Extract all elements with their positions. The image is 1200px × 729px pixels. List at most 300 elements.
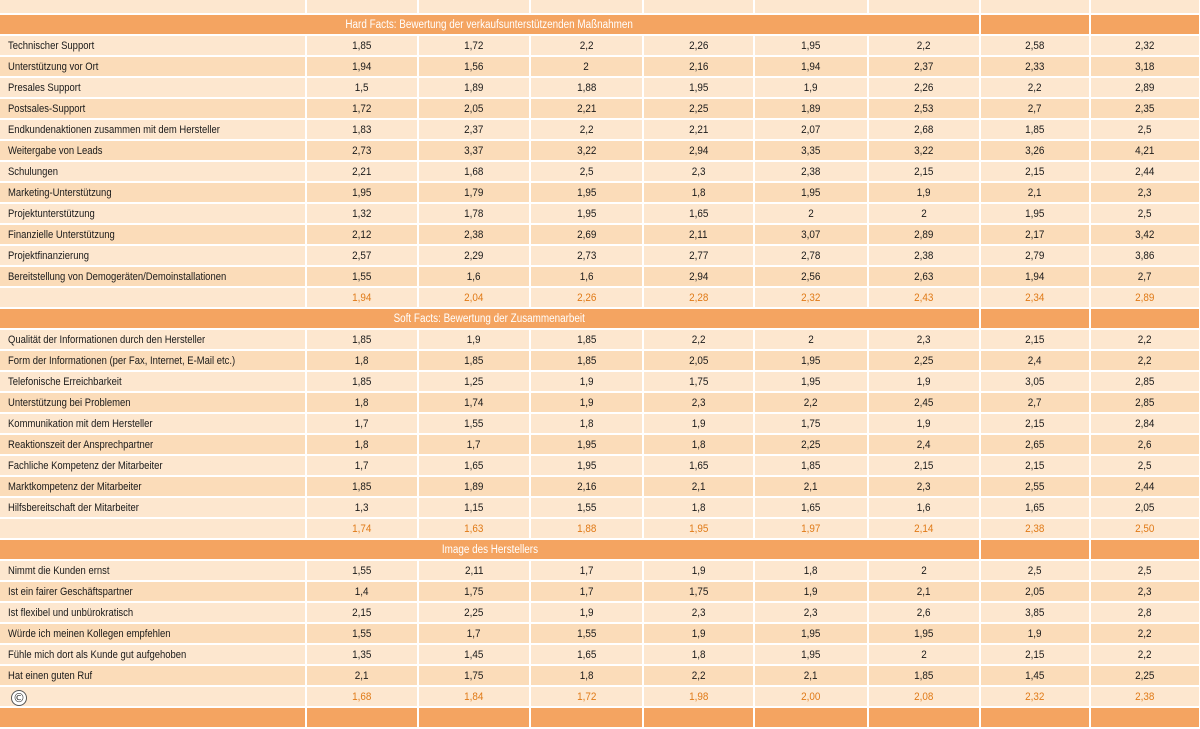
value-cell: [868, 140, 980, 161]
value-cell-text: 2,12: [352, 228, 372, 241]
value-cell-text: 1,85: [464, 354, 484, 367]
value-cell-text: 2: [808, 207, 814, 220]
average-value: [754, 518, 868, 539]
value-cell: [1090, 245, 1200, 266]
table-row: [0, 392, 1200, 413]
value-cell-text: 1,89: [801, 102, 821, 115]
value-cell-text: 1,7: [579, 564, 594, 577]
value-cell: [306, 182, 418, 203]
value-cell: [643, 560, 754, 581]
value-cell-text: 2,7: [1028, 102, 1042, 115]
row-label-text: Projektfinanzierung: [8, 249, 89, 262]
value-cell: [306, 350, 418, 371]
value-cell: [868, 560, 980, 581]
value-cell-text: 2,2: [1138, 627, 1152, 640]
value-cell: [530, 665, 643, 686]
value-cell-text: 3,22: [914, 144, 934, 157]
row-label: [0, 161, 306, 182]
value-cell: [643, 266, 754, 287]
value-cell-text: 2,44: [1135, 480, 1155, 493]
value-cell: [868, 602, 980, 623]
table-row: [0, 77, 1200, 98]
average-value: [530, 287, 643, 308]
value-cell-text: 2,05: [1135, 501, 1155, 514]
value-cell-text: 3,37: [464, 144, 484, 157]
row-label-text: Technischer Support: [8, 39, 95, 52]
value-cell: [868, 35, 980, 56]
row-label: [0, 476, 306, 497]
row-label: [0, 371, 306, 392]
value-cell-text: 2,25: [464, 606, 484, 619]
value-cell: [530, 119, 643, 140]
average-value: [643, 287, 754, 308]
row-label: [0, 497, 306, 518]
value-cell-text: 2,15: [914, 459, 934, 472]
section-header-cell: [1090, 14, 1200, 35]
row-label: [0, 35, 306, 56]
value-cell: [980, 602, 1090, 623]
value-cell: [754, 329, 868, 350]
value-cell-text: 2,25: [688, 102, 709, 115]
average-value-text: 1,74: [352, 522, 372, 535]
value-cell-text: 2,05: [1025, 585, 1045, 598]
value-cell-text: 2,1: [691, 480, 706, 493]
average-value-text: 1,68: [352, 690, 372, 703]
value-cell-text: 1,89: [464, 81, 484, 94]
value-cell: [1090, 434, 1200, 455]
row-label-text: Nimmt die Kunden ernst: [8, 564, 110, 577]
value-cell-text: 1,55: [352, 564, 372, 577]
value-cell-text: 1,8: [579, 417, 594, 430]
top-partial-cell: [1090, 0, 1200, 14]
value-cell: [530, 392, 643, 413]
average-value-text: 1,94: [352, 291, 372, 304]
value-cell-text: 2,84: [1135, 417, 1155, 430]
value-cell: [643, 77, 754, 98]
value-cell: [306, 560, 418, 581]
value-cell-text: 3,07: [801, 228, 821, 241]
value-cell: [754, 77, 868, 98]
average-value: [306, 287, 418, 308]
section-header-cell: [980, 539, 1090, 560]
value-cell: [868, 434, 980, 455]
table-row: [0, 161, 1200, 182]
value-cell-text: 2,3: [804, 606, 818, 619]
value-cell: [1090, 560, 1200, 581]
average-label: [0, 518, 306, 539]
value-cell-text: 1,79: [464, 186, 484, 199]
row-label-text: Fühle mich dort als Kunde gut aufgehoben: [8, 648, 187, 661]
value-cell-text: 2,37: [914, 60, 934, 73]
value-cell: [980, 245, 1090, 266]
value-cell: [1090, 455, 1200, 476]
row-label: [0, 644, 306, 665]
value-cell: [530, 98, 643, 119]
average-value-text: 1,88: [576, 522, 597, 535]
value-cell-text: 1,85: [914, 669, 934, 682]
value-cell: [306, 476, 418, 497]
value-cell-text: 2,16: [576, 480, 597, 493]
value-cell: [643, 224, 754, 245]
value-cell-text: 2,79: [1025, 249, 1045, 262]
value-cell: [530, 497, 643, 518]
value-cell: [868, 161, 980, 182]
value-cell: [418, 371, 530, 392]
value-cell-text: 2,05: [688, 354, 709, 367]
value-cell-text: 1,8: [579, 669, 594, 682]
value-cell: [980, 623, 1090, 644]
value-cell: [530, 371, 643, 392]
value-cell: [1090, 665, 1200, 686]
section-header-cell: [1090, 308, 1200, 329]
value-cell-text: 2,15: [1025, 165, 1045, 178]
value-cell: [754, 560, 868, 581]
value-cell: [868, 665, 980, 686]
value-cell-text: 1,85: [1025, 123, 1045, 136]
value-cell: [643, 245, 754, 266]
value-cell: [530, 77, 643, 98]
value-cell: [1090, 224, 1200, 245]
table-row: [0, 623, 1200, 644]
value-cell-text: 1,95: [801, 375, 821, 388]
value-cell-text: 2,73: [576, 249, 597, 262]
value-cell-text: 2,56: [801, 270, 821, 283]
section-header-cell: [1090, 539, 1200, 560]
average-value-text: 2,28: [688, 291, 709, 304]
value-cell: [980, 371, 1090, 392]
average-value-text: 2,32: [1025, 690, 1045, 703]
value-cell-text: 1,7: [355, 417, 369, 430]
value-cell-text: 1,9: [917, 186, 931, 199]
value-cell: [980, 413, 1090, 434]
row-label-text: Unterstützung vor Ort: [8, 60, 99, 73]
value-cell-text: 2,2: [1138, 333, 1152, 346]
value-cell-text: 2,6: [1138, 438, 1152, 451]
value-cell-text: 2,45: [914, 396, 934, 409]
value-cell-text: 2,07: [801, 123, 821, 136]
row-label-text: Reaktionszeit der Ansprechpartner: [8, 438, 154, 451]
value-cell-text: 4,21: [1135, 144, 1155, 157]
value-cell: [306, 434, 418, 455]
value-cell-text: 1,55: [464, 417, 484, 430]
bottom-partial-cell: [868, 707, 980, 728]
value-cell: [530, 623, 643, 644]
value-cell-text: 2,32: [1135, 39, 1155, 52]
value-cell: [1090, 140, 1200, 161]
section-header: [0, 308, 1200, 329]
value-cell: [306, 371, 418, 392]
average-value: [868, 287, 980, 308]
value-cell: [754, 140, 868, 161]
value-cell: [418, 77, 530, 98]
value-cell-text: 1,94: [1025, 270, 1045, 283]
table-row: [0, 56, 1200, 77]
row-label: [0, 392, 306, 413]
value-cell: [980, 665, 1090, 686]
value-cell-text: 1,65: [801, 501, 821, 514]
section-header-cell: [980, 14, 1090, 35]
bottom-partial-cell: [980, 707, 1090, 728]
average-value: [754, 287, 868, 308]
top-partial-cell: [643, 0, 754, 14]
row-label-text: Schulungen: [8, 165, 58, 178]
value-cell: [754, 98, 868, 119]
table-row: [0, 350, 1200, 371]
value-cell-text: 1,94: [352, 60, 372, 73]
value-cell: [868, 623, 980, 644]
value-cell-text: 2,15: [914, 165, 934, 178]
row-label-text: Finanzielle Unterstützung: [8, 228, 115, 241]
value-cell: [868, 581, 980, 602]
value-cell-text: 2: [808, 333, 814, 346]
average-value: [530, 518, 643, 539]
value-cell-text: 2,26: [914, 81, 934, 94]
row-label-text: Weitergabe von Leads: [8, 144, 103, 157]
value-cell: [980, 224, 1090, 245]
value-cell-text: 2,3: [691, 396, 706, 409]
value-cell-text: 1,9: [804, 81, 818, 94]
top-partial-cell: [306, 0, 418, 14]
value-cell-text: 1,45: [1025, 669, 1045, 682]
average-value-text: 2,08: [914, 690, 934, 703]
value-cell: [418, 35, 530, 56]
value-cell-text: 1,7: [355, 459, 369, 472]
value-cell: [1090, 203, 1200, 224]
row-label: [0, 56, 306, 77]
table-row: [0, 119, 1200, 140]
table-row: [0, 434, 1200, 455]
top-partial-row: [0, 0, 1200, 14]
value-cell: [643, 350, 754, 371]
value-cell-text: 1,94: [801, 60, 821, 73]
value-cell: [643, 455, 754, 476]
row-label-text: Telefonische Erreichbarkeit: [8, 375, 122, 388]
value-cell-text: 2,89: [1135, 81, 1155, 94]
value-cell-text: 1,55: [576, 501, 597, 514]
value-cell: [643, 161, 754, 182]
value-cell-text: 1,83: [352, 123, 372, 136]
value-cell-text: 1,65: [464, 459, 484, 472]
value-cell-text: 2,7: [1028, 396, 1042, 409]
value-cell-text: 1,85: [576, 333, 597, 346]
value-cell-text: 2,57: [352, 249, 372, 262]
value-cell: [530, 560, 643, 581]
table-row: [0, 182, 1200, 203]
value-cell-text: 2,8: [1138, 606, 1152, 619]
average-value-text: 2,04: [464, 291, 484, 304]
value-cell: [868, 119, 980, 140]
value-cell-text: 2,5: [1138, 123, 1152, 136]
value-cell: [1090, 77, 1200, 98]
value-cell-text: 1,65: [576, 648, 597, 661]
value-cell: [306, 140, 418, 161]
value-cell-text: 2,2: [1028, 81, 1042, 94]
value-cell-text: 1,8: [355, 396, 369, 409]
value-cell: [980, 56, 1090, 77]
value-cell: [530, 581, 643, 602]
average-value: [418, 518, 530, 539]
row-label: [0, 434, 306, 455]
value-cell-text: 2,3: [917, 480, 931, 493]
value-cell: [754, 476, 868, 497]
value-cell-text: 2,2: [917, 39, 931, 52]
value-cell-text: 1,6: [917, 501, 931, 514]
row-label-text: Endkundenaktionen zusammen mit dem Hersteller: [8, 123, 220, 136]
row-label: [0, 224, 306, 245]
value-cell-text: 1,3: [355, 501, 369, 514]
value-cell: [980, 560, 1090, 581]
value-cell: [1090, 56, 1200, 77]
value-cell: [643, 392, 754, 413]
average-value-text: 2,38: [1025, 522, 1045, 535]
average-value: [643, 518, 754, 539]
value-cell: [418, 56, 530, 77]
value-cell: [418, 203, 530, 224]
value-cell: [418, 560, 530, 581]
value-cell: [868, 413, 980, 434]
value-cell-text: 1,85: [352, 375, 372, 388]
value-cell: [754, 203, 868, 224]
value-cell: [418, 665, 530, 686]
value-cell: [306, 497, 418, 518]
row-label: [0, 560, 306, 581]
top-partial-cell: [868, 0, 980, 14]
value-cell: [1090, 371, 1200, 392]
value-cell-text: 3,18: [1135, 60, 1155, 73]
table-row: [0, 665, 1200, 686]
section-header: [0, 14, 1200, 35]
value-cell-text: 3,42: [1135, 228, 1155, 241]
value-cell-text: 1,56: [464, 60, 484, 73]
value-cell-text: 2,2: [579, 123, 594, 136]
table-row: [0, 224, 1200, 245]
value-cell-text: 1,8: [355, 354, 369, 367]
value-cell-text: 2,15: [1025, 333, 1045, 346]
top-partial-cell: [418, 0, 530, 14]
average-value: [980, 287, 1090, 308]
value-cell-text: 1,75: [801, 417, 821, 430]
section-title-text: Image des Herstellers: [441, 543, 538, 556]
section-title-text: Soft Facts: Bewertung der Zusammenarbeit: [393, 312, 586, 325]
value-cell: [868, 455, 980, 476]
value-cell-text: 1,6: [467, 270, 481, 283]
top-partial-cell: [0, 0, 306, 14]
value-cell: [980, 644, 1090, 665]
value-cell-text: 2,73: [352, 144, 372, 157]
value-cell: [643, 581, 754, 602]
top-partial-cell: [754, 0, 868, 14]
value-cell-text: 2,38: [464, 228, 484, 241]
row-label-text: Hat einen guten Ruf: [8, 669, 93, 682]
value-cell: [868, 56, 980, 77]
value-cell: [306, 644, 418, 665]
value-cell-text: 2,38: [801, 165, 821, 178]
value-cell: [530, 56, 643, 77]
row-label: [0, 581, 306, 602]
value-cell: [754, 455, 868, 476]
value-cell: [643, 497, 754, 518]
value-cell-text: 2,25: [914, 354, 934, 367]
table-row: [0, 329, 1200, 350]
value-cell: [868, 497, 980, 518]
value-cell-text: 2,69: [576, 228, 597, 241]
value-cell-text: 2,11: [689, 228, 708, 241]
value-cell: [306, 77, 418, 98]
average-value: [530, 686, 643, 707]
row-label: [0, 245, 306, 266]
value-cell: [868, 98, 980, 119]
value-cell-text: 2,4: [1028, 354, 1042, 367]
value-cell-text: 1,45: [464, 648, 484, 661]
table-row: [0, 560, 1200, 581]
value-cell-text: 2,1: [355, 669, 369, 682]
value-cell-text: 1,35: [352, 648, 372, 661]
value-cell-text: 1,95: [801, 39, 821, 52]
value-cell: [643, 329, 754, 350]
value-cell-text: 1,95: [352, 186, 372, 199]
value-cell: [418, 455, 530, 476]
value-cell: [754, 581, 868, 602]
average-value-text: 2,32: [801, 291, 821, 304]
value-cell-text: 1,65: [688, 207, 709, 220]
table-row: [0, 371, 1200, 392]
value-cell: [980, 329, 1090, 350]
value-cell-text: 2,78: [801, 249, 821, 262]
value-cell-text: 2,05: [464, 102, 484, 115]
average-value-text: 1,97: [801, 522, 821, 535]
value-cell-text: 1,74: [464, 396, 484, 409]
value-cell-text: 1,8: [691, 186, 706, 199]
average-value-text: 1,72: [576, 690, 597, 703]
value-cell: [643, 140, 754, 161]
value-cell: [868, 350, 980, 371]
average-value-text: 1,95: [688, 522, 709, 535]
value-cell-text: 2,85: [1135, 375, 1155, 388]
top-partial-cell: [530, 0, 643, 14]
value-cell-text: 1,9: [579, 375, 594, 388]
value-cell: [530, 413, 643, 434]
value-cell-text: 2,5: [1138, 207, 1152, 220]
value-cell: [868, 245, 980, 266]
value-cell: [754, 392, 868, 413]
value-cell-text: 1,85: [352, 333, 372, 346]
value-cell: [418, 623, 530, 644]
value-cell: [306, 98, 418, 119]
value-cell: [418, 392, 530, 413]
table-row: [0, 140, 1200, 161]
value-cell: [754, 266, 868, 287]
value-cell-text: 2,2: [691, 669, 706, 682]
value-cell: [754, 413, 868, 434]
table-row: [0, 476, 1200, 497]
row-label-text: Form der Informationen (per Fax, Internet, E-Mail etc.): [8, 354, 236, 367]
value-cell-text: 2: [921, 564, 927, 577]
value-cell: [643, 371, 754, 392]
value-cell: [754, 371, 868, 392]
row-label-text: Qualität der Informationen durch den Hersteller: [8, 333, 206, 346]
row-label-text: Presales Support: [8, 81, 81, 94]
average-value-text: 2,43: [914, 291, 934, 304]
value-cell: [530, 266, 643, 287]
value-cell: [530, 203, 643, 224]
table-row: [0, 98, 1200, 119]
value-cell-text: 2,1: [917, 585, 931, 598]
value-cell: [754, 245, 868, 266]
value-cell: [980, 119, 1090, 140]
average-value: [306, 686, 418, 707]
value-cell-text: 1,9: [917, 375, 931, 388]
value-cell: [754, 644, 868, 665]
